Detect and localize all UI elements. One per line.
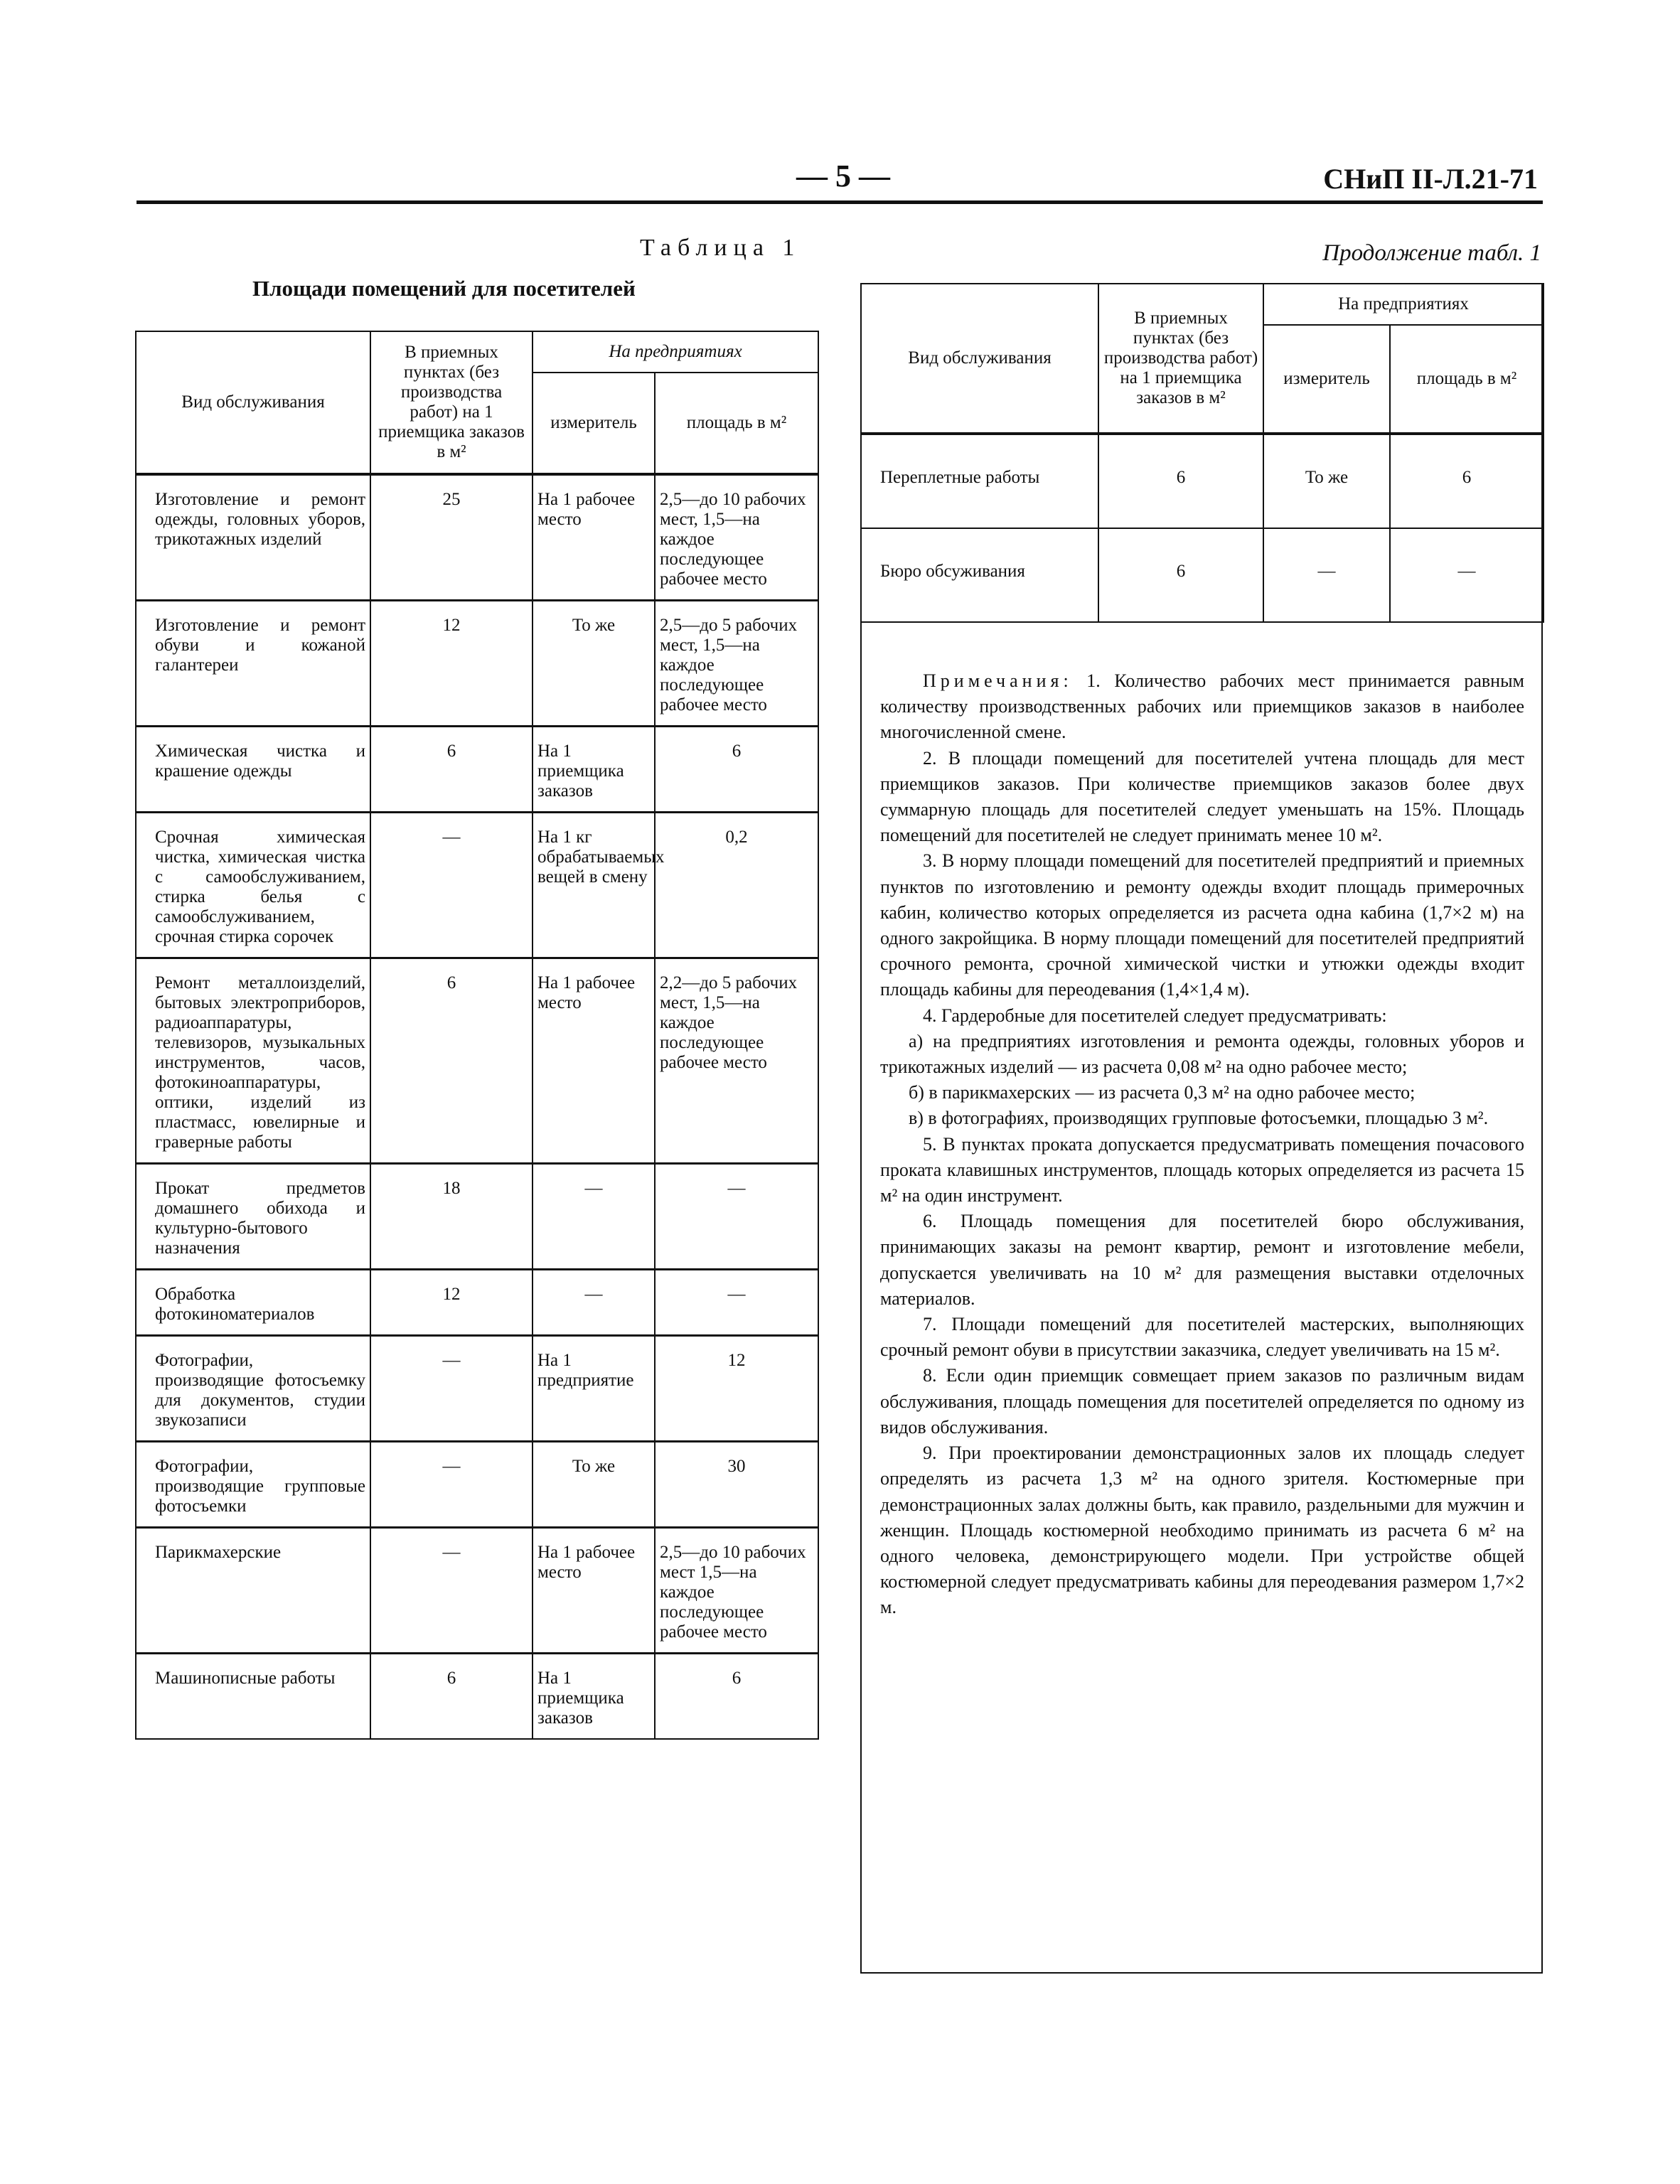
cell-service: Фотографии, производящие групповые фотосъемки	[136, 1442, 370, 1528]
cell-reception: 6	[1098, 434, 1263, 528]
table-row	[136, 958, 818, 1164]
table-row	[136, 1164, 818, 1270]
col-header-area: площадь в м²	[1390, 325, 1543, 434]
continuation-label: Продолжение табл. 1	[1322, 240, 1541, 266]
col-header-measure: измеритель	[1263, 325, 1390, 434]
note-text: 1. Количество рабочих мест принимается равным количеству производственных рабочих или приемщиков заказов в наиболее многочисленной смене.	[880, 670, 1524, 743]
cell-service: Фотографии, производящие фотосъемку для документов, студии звукозаписи	[136, 1336, 370, 1442]
table-row	[136, 1654, 818, 1740]
cell-service: Бюро обсуживания	[861, 528, 1098, 622]
col-header-area: площадь в м²	[655, 373, 818, 474]
note-item	[880, 668, 1524, 746]
cell-measure: —	[533, 1164, 655, 1270]
table-row	[136, 1442, 818, 1528]
note-item: 2. В площади помещений для посетителей учтена площадь для мест приемщиков заказов. При количестве приемщиков заказов более двух суммарную площадь для посетителей следует уменьшать на 15%. Площадь помещений для посетителей не следует принимать менее 10 м².	[880, 747, 1524, 846]
table-row	[136, 1270, 818, 1336]
cell-service: Прокат предметов домашнего обихода и культурно-бытового назначения	[136, 1164, 370, 1270]
cell-reception: 6	[1098, 528, 1263, 622]
note-item: 3. В норму площади помещений для посетителей предприятий и приемных пунктов по изготовлению и ремонту одежды входит площадь примерочных кабин, количество которых определяется из расчета одна кабина (1,7×2 м) на одного закройщика. В норму площади помещений для посетителей предприятий срочного ремонта, срочной химической чистки и утюжки одежды входит площадь кабины для переодевания (1,4×1,4 м).	[880, 850, 1524, 1000]
col-header-service: Вид обслуживания	[861, 284, 1098, 434]
table-1-continuation	[860, 283, 1544, 623]
cell-reception: 6	[370, 727, 533, 813]
table-row	[136, 813, 818, 958]
cell-area: 2,5—до 10 рабочих мест 1,5—на каждое последующее рабочее место	[655, 1528, 818, 1654]
cell-area: —	[1390, 528, 1543, 622]
cell-reception: 12	[370, 1270, 533, 1336]
col-header-reception: В приемных пунктах (без производства работ) на 1 приемщика заказов в м²	[370, 331, 533, 474]
table-row	[136, 1336, 818, 1442]
table-row	[136, 727, 818, 813]
document-code: СНиП II-Л.21-71	[1323, 163, 1538, 195]
cell-service: Изготовление и ремонт обуви и кожаной галантереи	[136, 601, 370, 727]
cell-service: Срочная химическая чистка, химическая чистка с самообслуживанием, стирка белья с самообслуживанием, срочная стирка сорочек	[136, 813, 370, 958]
cell-service: Ремонт металлоизделий, бытовых электроприборов, радиоаппаратуры, телевизоров, музыкальных инструментов, часов, фотокиноаппаратуры, оптики, изделий из пластмасс, ювелирные и граверные работы	[136, 958, 370, 1164]
notes-heading: Примечания:	[923, 670, 1073, 691]
table-row	[136, 601, 818, 727]
cell-service: Переплетные работы	[861, 434, 1098, 528]
cell-measure: То же	[533, 601, 655, 727]
cell-reception: 6	[370, 1654, 533, 1740]
col-header-service: Вид обслуживания	[136, 331, 370, 474]
table-row	[861, 434, 1543, 528]
cell-area: 12	[655, 1336, 818, 1442]
cell-reception: 6	[370, 958, 533, 1164]
cell-measure: —	[1263, 528, 1390, 622]
cell-reception: —	[370, 1528, 533, 1654]
col-header-enterprises: На предприятиях	[1263, 284, 1543, 325]
cell-measure: То же	[1263, 434, 1390, 528]
table-label: Таблица 1	[640, 235, 801, 261]
note-item: б) в парикмахерских — из расчета 0,3 м² на одно рабочее место;	[909, 1082, 1416, 1103]
page-number: — 5 —	[796, 159, 890, 193]
cell-reception: —	[370, 1336, 533, 1442]
table-title: Площади помещений для посетителей	[252, 276, 636, 301]
table-1	[135, 331, 819, 1740]
notes	[880, 668, 1524, 1621]
cell-measure: На 1 рабочее место	[533, 1528, 655, 1654]
note-item: в) в фотографиях, производящих групповые фотосъемки, площадью 3 м².	[909, 1108, 1489, 1129]
cell-measure: То же	[533, 1442, 655, 1528]
cell-reception: 12	[370, 601, 533, 727]
cell-area: 2,2—до 5 рабочих мест, 1,5—на каждое последующее рабочее место	[655, 958, 818, 1164]
cell-service: Обработка фотокиноматериалов	[136, 1270, 370, 1336]
note-item: 7. Площади помещений для посетителей мастерских, выполняющих срочный ремонт обуви в присутствии заказчика, следует увеличивать на 15 м².	[880, 1314, 1524, 1361]
cell-measure: На 1 приемщика заказов	[533, 1654, 655, 1740]
cell-area: 0,2	[655, 813, 818, 958]
note-item: 6. Площадь помещения для посетителей бюро обслуживания, принимающих заказы на ремонт квартир, ремонт и изготовление мебели, допускается увеличивать на 10 м² для размещения выставки отделочных материалов.	[880, 1211, 1524, 1309]
cell-reception: —	[370, 1442, 533, 1528]
cell-measure: На 1 рабочее место	[533, 958, 655, 1164]
note-item: 9. При проектировании демонстрационных залов их площадь следует определять из расчета 1,3 м² на одного зрителя. Костюмерные при демонстрационных залах должны быть, как правило, раздельными для мужчин и женщин. Площадь костюмерной необходимо принимать из расчета 6 м² на одного человека, демонстрирующего модели. При устройстве общей костюмерной следует предусматривать кабины для переодевания размером 1,7×2 м.	[880, 1442, 1524, 1618]
cell-reception: 18	[370, 1164, 533, 1270]
col-header-enterprises: На предприятиях	[533, 331, 818, 373]
cell-area: 6	[1390, 434, 1543, 528]
note-item: 8. Если один приемщик совмещает прием заказов по различным видам обслуживания, площадь помещения для посетителей определяется по одному из видов обслуживания.	[880, 1365, 1524, 1438]
cell-measure: На 1 рабочее место	[533, 474, 655, 601]
cell-measure: На 1 предприятие	[533, 1336, 655, 1442]
note-item: а) на предприятиях изготовления и ремонта одежды, головных уборов и трикотажных изделий — из расчета 0,08 м² на одно рабочее место;	[880, 1030, 1524, 1078]
cell-service: Изготовление и ремонт одежды, головных уборов, трикотажных изделий	[136, 474, 370, 601]
cell-area: —	[655, 1164, 818, 1270]
cell-measure: На 1 приемщика заказов	[533, 727, 655, 813]
cell-area: 2,5—до 5 рабочих мест, 1,5—на каждое последующее рабочее место	[655, 601, 818, 727]
table-row	[136, 1528, 818, 1654]
note-item: 5. В пунктах проката допускается предусматривать помещения почасового проката клавишных инструментов, площадь которых определяется из расчета 15 м² на один инструмент.	[880, 1133, 1524, 1206]
table-header-row	[861, 284, 1543, 325]
table-row	[136, 474, 818, 601]
table-row	[861, 528, 1543, 622]
note-item: 4. Гардеробные для посетителей следует предусматривать:	[923, 1005, 1387, 1026]
cell-service: Химическая чистка и крашение одежды	[136, 727, 370, 813]
header-rule	[137, 200, 1543, 204]
col-header-reception: В приемных пунктах (без производства работ) на 1 приемщика заказов в м²	[1098, 284, 1263, 434]
table-header-row	[136, 331, 818, 373]
cell-area: 6	[655, 727, 818, 813]
cell-service: Парикмахерские	[136, 1528, 370, 1654]
cell-area: 2,5—до 10 рабочих мест, 1,5—на каждое последующее рабочее место	[655, 474, 818, 601]
cell-reception: —	[370, 813, 533, 958]
col-header-measure: измеритель	[533, 373, 655, 474]
cell-service: Машинописные работы	[136, 1654, 370, 1740]
cell-reception: 25	[370, 474, 533, 601]
cell-area: 30	[655, 1442, 818, 1528]
cell-measure: На 1 кг обрабатываемых вещей в смену	[533, 813, 655, 958]
cell-area: —	[655, 1270, 818, 1336]
cell-area: 6	[655, 1654, 818, 1740]
cell-measure: —	[533, 1270, 655, 1336]
